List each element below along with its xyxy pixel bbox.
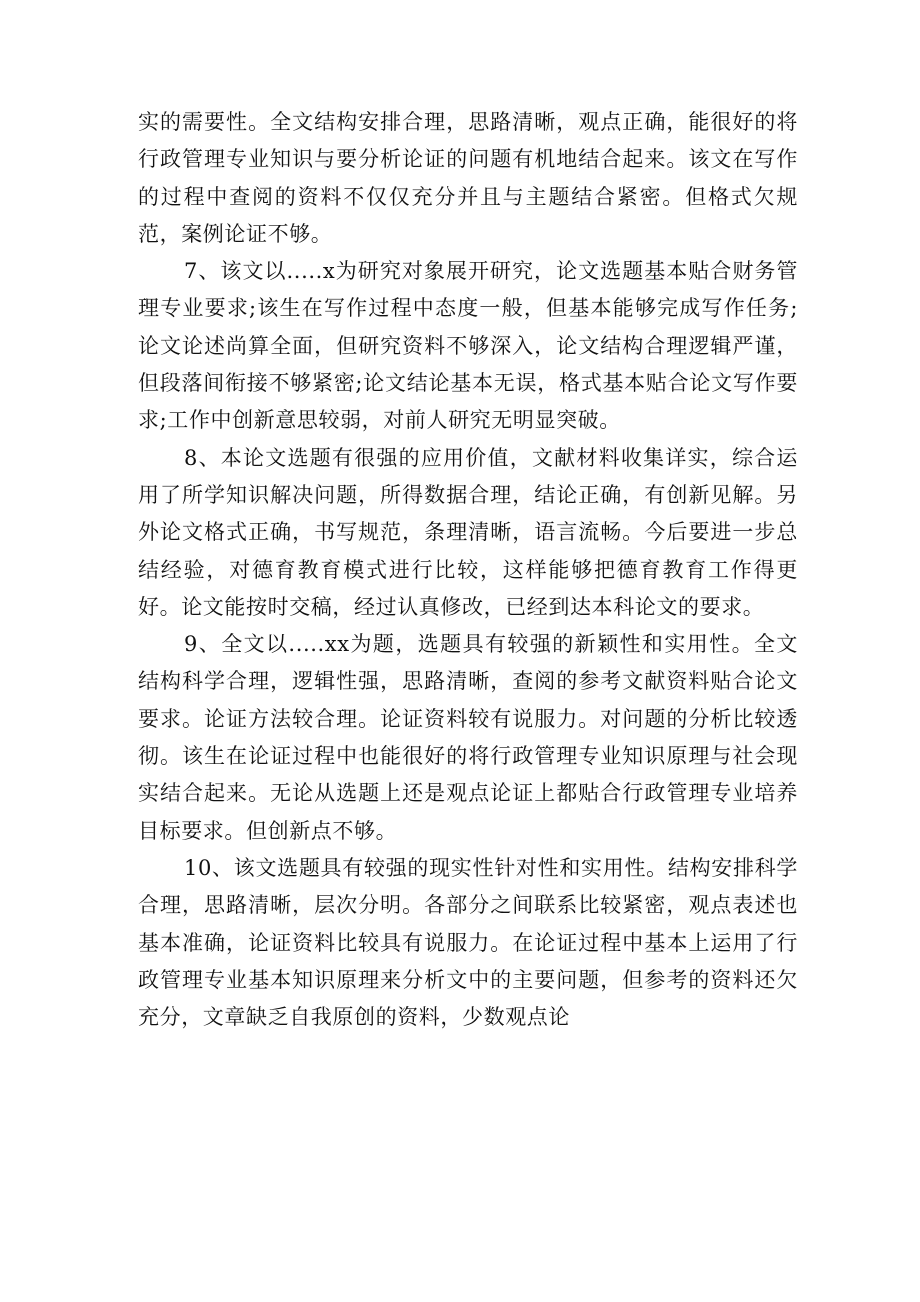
paragraph-comment-7: 7、该文以.....x为研究对象展开研究，论文选题基本贴合财务管理专业要求;该生在写作过程中态度一般，但基本能够完成写作任务;论文论述尚算全面，但研究资料不够深入，论文结构合理逻辑严谨，但段落间衔接不够紧密;论文结论基本无误，格式基本贴合论文写作要求;工作中创新意思较弱，对前人研究无明显突破。: [138, 259, 798, 433]
paragraph-comment-9: 9、全文以.....xx为题，选题具有较强的新颖性和实用性。全文结构科学合理，逻辑性强，思路清晰，查阅的参考文献资料贴合论文要求。论证方法较合理。论证资料较有说服力。对问题的分析比较透彻。该生在论证过程中也能很好的将行政管理专业知识原理与社会现实结合起来。无论从选题上还是观点论证上都贴合行政管理专业培养目标要求。但创新点不够。: [138, 632, 798, 843]
paragraph-comment-10: 10、该文选题具有较强的现实性针对性和实用性。结构安排科学合理，思路清晰，层次分明。各部分之间联系比较紧密，观点表述也基本准确，论证资料比较具有说服力。在论证过程中基本上运用了行政管理专业基本知识原理来分析文中的主要问题，但参考的资料还欠充分，文章缺乏自我原创的资料，少数观点论: [138, 855, 798, 1030]
document-body: [138, 104, 798, 1036]
paragraph-comment-8: 8、本论文选题有很强的应用价值，文献材料收集详实，综合运用了所学知识解决问题，所得数据合理，结论正确，有创新见解。另外论文格式正确，书写规范，条理清晰，语言流畅。今后要进一步总结经验，对德育教育模式进行比较，这样能够把德育教育工作得更好。论文能按时交稿，经过认真修改，已经到达本科论文的要求。: [138, 445, 798, 619]
paragraph-continuation: 实的需要性。全文结构安排合理，思路清晰，观点正确，能很好的将行政管理专业知识与要分析论证的问题有机地结合起来。该文在写作的过程中查阅的资料不仅仅充分并且与主题结合紧密。但格式欠规范，案例论证不够。: [138, 110, 798, 246]
